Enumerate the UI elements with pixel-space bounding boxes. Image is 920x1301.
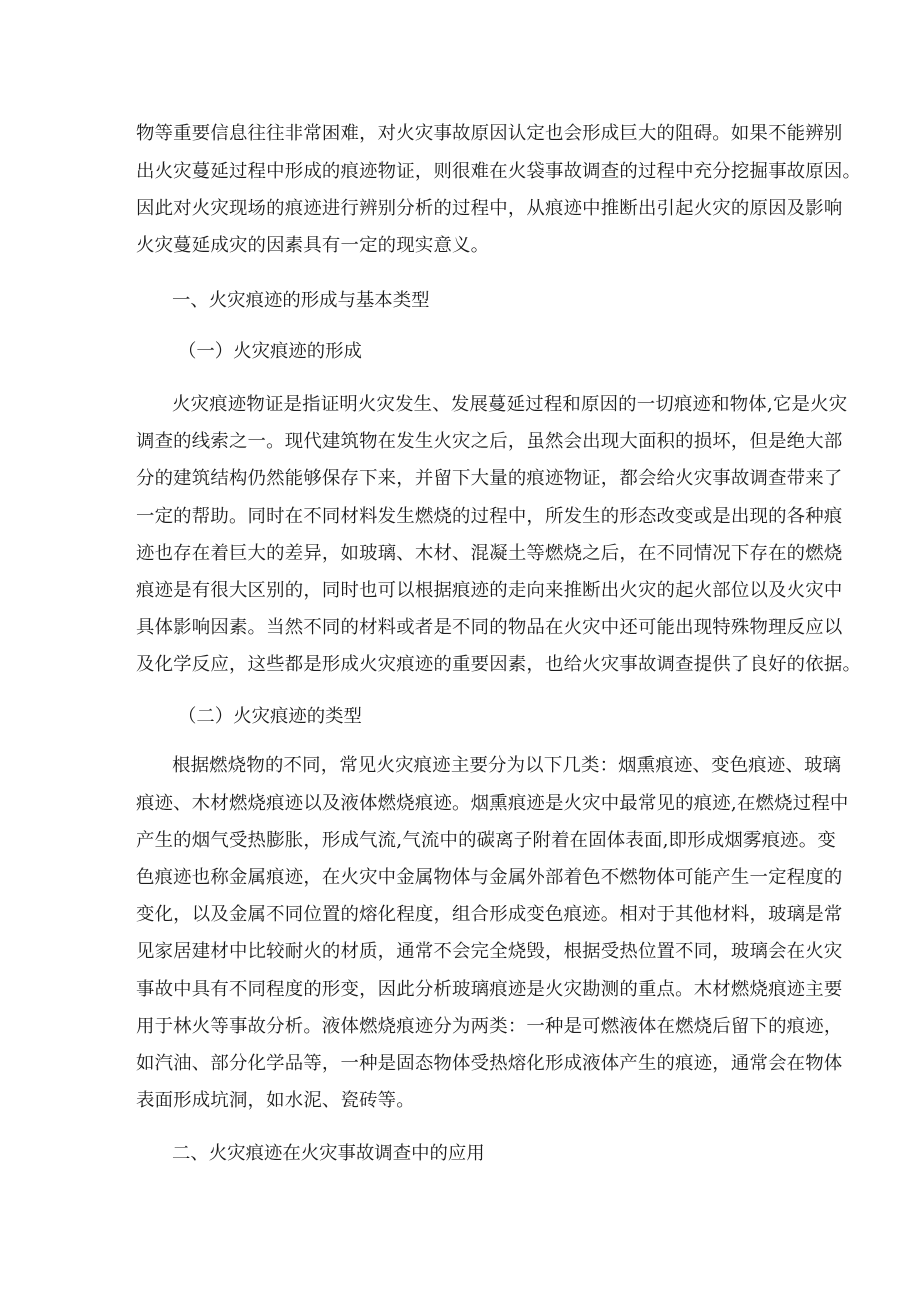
text-line: 根据燃烧物的不同，常见火灾痕迹主要分为以下几类：烟熏痕迹、变色痕迹、玻璃 — [172, 755, 842, 776]
text-line: 火灾痕迹物证是指证明火灾发生、发展蔓延过程和原因的一切痕迹和物体,它是火灾 — [172, 394, 848, 415]
text-line: 出火灾蔓延过程中形成的痕迹物证，则很难在火袋事故调查的过程中充分挖掘事故原因。 — [136, 161, 862, 182]
text-line: 火灾蔓延成灾的因素具有一定的现实意义。 — [136, 235, 490, 256]
text-line: 一定的帮助。同时在不同材料发生燃烧的过程中，所发生的形态改变或是出现的各种痕 — [136, 506, 843, 527]
subsection-heading: （一）火灾痕迹的形成 — [178, 341, 362, 362]
text-line: 痕迹、木材燃烧痕迹以及液体燃烧痕迹。烟熏痕迹是火灾中最常见的痕迹,在燃烧过程中 — [136, 793, 849, 814]
text-line: 迹也存在着巨大的差异，如玻璃、木材、混凝土等燃烧之后，在不同情况下存在的燃烧 — [136, 543, 843, 564]
text-line: 产生的烟气受热膨胀，形成气流,气流中的碳离子附着在固体表面,即形成烟雾痕迹。变 — [136, 830, 836, 851]
text-line: 表面形成坑洞，如水泥、瓷砖等。 — [136, 1090, 415, 1111]
section-heading: 二、火灾痕迹在火灾事故调查中的应用 — [172, 1143, 485, 1164]
text-line: 变化，以及金属不同位置的熔化程度，组合形成变色痕迹。相对于其他材料，玻璃是常 — [136, 904, 843, 925]
subsection-heading: （二）火灾痕迹的类型 — [178, 706, 362, 727]
text-line: 因此对火灾现场的痕迹进行辨别分析的过程中，从痕迹中推断出引起火灾的原因及影响 — [136, 198, 843, 219]
text-line: 分的建筑结构仍然能够保存下来，并留下大量的痕迹物证，都会给火灾事故调查带来了 — [136, 468, 843, 489]
text-line: 见家居建材中比较耐火的材质，通常不会完全烧毁，根据受热位置不同，玻璃会在火灾 — [136, 941, 843, 962]
text-line: 用于林火等事故分析。液体燃烧痕迹分为两类：一种是可燃液体在燃烧后留下的痕迹， — [136, 1016, 843, 1037]
text-line: 色痕迹也称金属痕迹，在火灾中金属物体与金属外部着色不燃物体可能产生一定程度的 — [136, 867, 843, 888]
text-line: 事故中具有不同程度的形变，因此分析玻璃痕迹是火灾勘测的重点。木材燃烧痕迹主要 — [136, 979, 843, 1000]
text-line: 及化学反应，这些都是形成火灾痕迹的重要因素，也给火灾事故调查提供了良好的依据。 — [136, 654, 862, 675]
text-line: 物等重要信息往往非常困难，对火灾事故原因认定也会形成巨大的阻碍。如果不能辨别 — [136, 123, 843, 144]
section-heading: 一、火灾痕迹的形成与基本类型 — [172, 290, 430, 311]
text-line: 具体影响因素。当然不同的材料或者是不同的物品在火灾中还可能出现特殊物理反应以 — [136, 617, 843, 638]
text-line: 痕迹是有很大区别的，同时也可以根据痕迹的走向来推断出火灾的起火部位以及火灾中 — [136, 580, 843, 601]
text-line: 调查的线索之一。现代建筑物在发生火灾之后，虽然会出现大面积的损坏，但是绝大部 — [136, 431, 843, 452]
text-line: 如汽油、部分化学品等，一种是固态物体受热熔化形成液体产生的痕迹，通常会在物体 — [136, 1053, 843, 1074]
